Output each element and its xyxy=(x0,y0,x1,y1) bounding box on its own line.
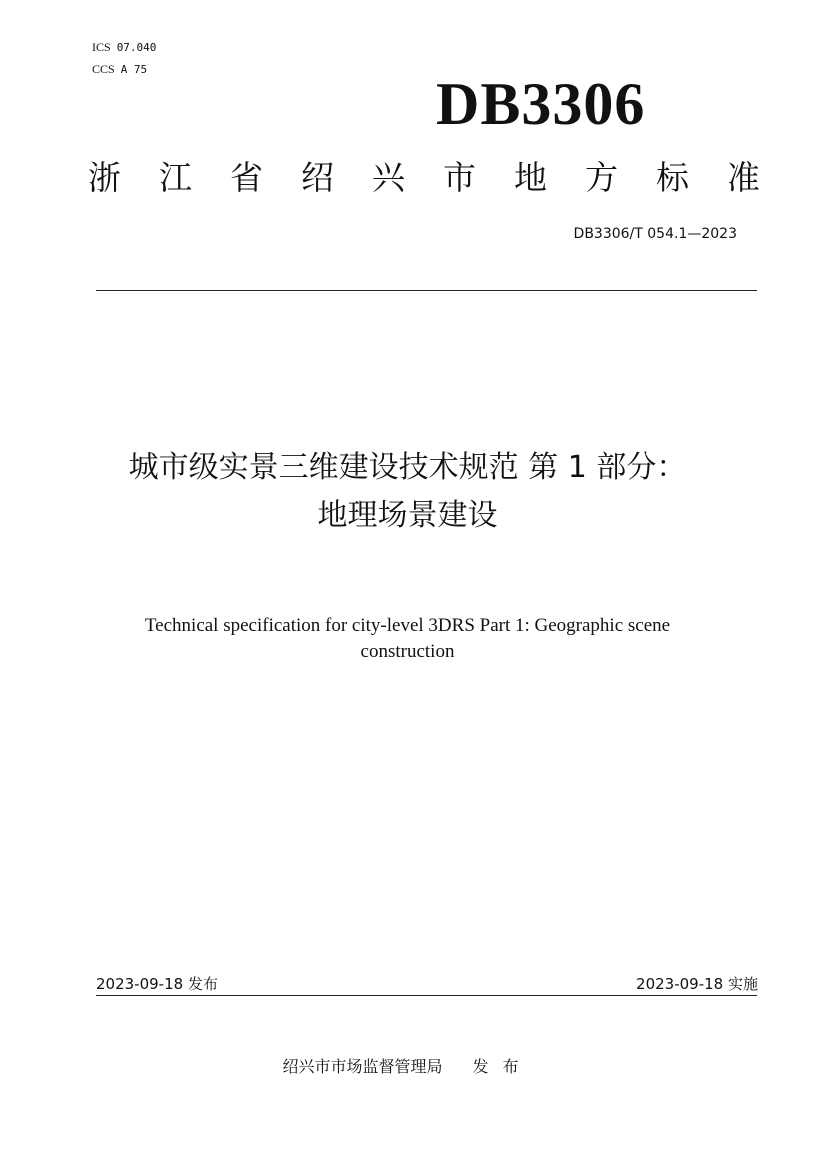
english-title xyxy=(0,613,815,665)
ics-label: ICS xyxy=(92,40,111,54)
standard-type-char: 方 xyxy=(585,158,618,197)
publisher xyxy=(0,1054,815,1077)
chinese-title-line-2: 地理场景建设 xyxy=(317,498,498,533)
db-logo: DB3306 xyxy=(436,71,646,137)
bottom-divider xyxy=(96,995,757,996)
publisher-action: 发布 xyxy=(472,1057,533,1076)
standard-type-char: 浙 xyxy=(88,158,121,197)
standard-type-char: 地 xyxy=(514,158,547,197)
standard-type-char: 绍 xyxy=(301,158,334,197)
english-title-line-2: construction xyxy=(360,641,455,662)
standard-type-char: 市 xyxy=(443,158,476,197)
ics-classification xyxy=(92,40,156,55)
standard-type-char: 准 xyxy=(727,158,760,197)
standard-type-char: 标 xyxy=(656,158,689,197)
english-title-line-1: Technical specification for city-level 3DRS Part 1: Geographic scene xyxy=(144,615,671,636)
standard-number: DB3306/T 054.1—2023 xyxy=(573,226,737,242)
standard-type-char: 兴 xyxy=(372,158,405,197)
ccs-code: A 75 xyxy=(120,63,148,76)
standard-type-heading xyxy=(88,156,760,200)
top-divider xyxy=(96,290,757,291)
publisher-name: 绍兴市市场监督管理局 xyxy=(282,1057,443,1076)
chinese-title xyxy=(0,444,815,540)
issue-date: 2023-09-18 发布 xyxy=(96,975,218,993)
implementation-date: 2023-09-18 实施 xyxy=(636,975,758,993)
ccs-label: CCS xyxy=(92,62,115,76)
ics-code: 07.040 xyxy=(116,41,157,54)
standard-type-char: 江 xyxy=(159,158,192,197)
standard-type-char: 省 xyxy=(230,158,263,197)
chinese-title-line-1: 城市级实景三维建设技术规范 第 1 部分： xyxy=(128,450,687,485)
ccs-classification xyxy=(92,62,147,77)
